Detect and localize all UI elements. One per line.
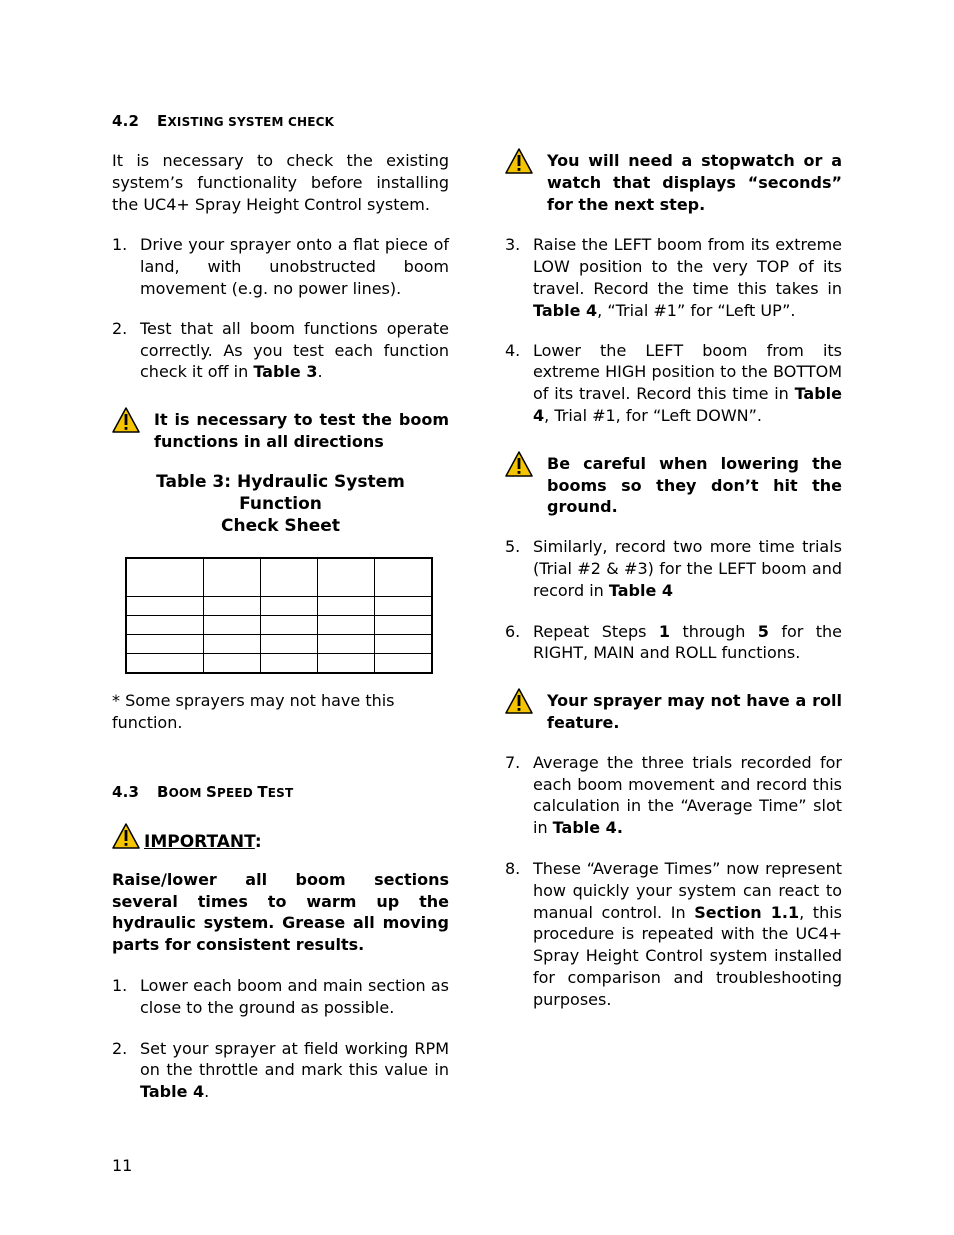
item-text: These “Average Times” now represent how quickly your system can react to manual control. In xyxy=(533,858,842,922)
table-cell xyxy=(204,558,261,597)
table-caption xyxy=(112,471,449,537)
item-text: , this procedure is repeated with the UC4+ Spray Height Control system installed for comparison and troubleshooting purposes. xyxy=(533,902,842,1009)
list-item xyxy=(112,1038,449,1103)
warning-triangle-icon xyxy=(112,407,140,433)
section-reference: Section 1.1 xyxy=(694,902,800,922)
section-title-part: OOM xyxy=(168,785,206,800)
table-cell xyxy=(126,596,204,615)
list-item xyxy=(112,975,449,1019)
table-cell xyxy=(375,653,433,673)
table-cell xyxy=(261,634,318,653)
warning-triangle-icon xyxy=(505,688,533,714)
item-text: Similarly, record two more time trials (Trial #2 & #3) for the LEFT boom and record in xyxy=(533,537,842,600)
right-column xyxy=(505,150,842,1011)
table-row xyxy=(126,615,432,634)
warning-triangle-icon xyxy=(505,148,533,174)
item-number: 5. xyxy=(505,537,521,557)
item-number: 8. xyxy=(505,858,521,878)
item-text: Average the three trials recorded for each boom movement and record this calculation in the “Average Time” slot in xyxy=(533,752,842,838)
item-number: 1. xyxy=(112,975,128,995)
warning-note xyxy=(505,690,842,734)
left-column xyxy=(112,108,449,1103)
section-title-rest: XISTING SYSTEM CHECK xyxy=(167,115,335,129)
item-text: , Trial #1, for “Left DOWN”. xyxy=(544,405,762,425)
caption-line: Check Sheet xyxy=(221,515,340,536)
item-text: Repeat Steps xyxy=(533,621,659,641)
important-colon: : xyxy=(254,831,262,852)
list-item xyxy=(112,234,449,299)
section-title-part: T xyxy=(257,782,268,801)
section-title-part: EST xyxy=(267,785,294,800)
item-number: 2. xyxy=(112,1038,128,1058)
table-row xyxy=(126,653,432,673)
section-number: 4.2 xyxy=(112,112,140,130)
table-cell xyxy=(204,596,261,615)
item-text: Lower each boom and main section as close to the ground as possible. xyxy=(140,975,449,1017)
list-item xyxy=(505,621,842,665)
item-text: Set your sprayer at field working RPM on the throttle and mark this value in xyxy=(140,1038,449,1080)
item-number: 7. xyxy=(505,752,521,772)
warmup-paragraph: Raise/lower all boom sections several times to warm up the hydraulic system. Grease all moving parts for consistent results. xyxy=(112,869,449,955)
list-item xyxy=(505,858,842,1011)
intro-paragraph: It is necessary to check the existing system’s functionality before installing the UC4+ Spray Height Control system. xyxy=(112,151,449,214)
list-item xyxy=(505,536,842,601)
table-cell xyxy=(375,615,433,634)
item-text: Lower the LEFT boom from its extreme HIGH position to the BOTTOM of its travel. Record this time in xyxy=(533,340,842,404)
item-number: 3. xyxy=(505,235,521,255)
table-reference: Table 4. xyxy=(552,818,623,838)
step-reference: 1 xyxy=(658,621,671,641)
list-item xyxy=(505,752,842,839)
item-text: . xyxy=(317,362,323,382)
step-reference: 5 xyxy=(757,621,769,641)
item-number: 4. xyxy=(505,340,521,360)
item-number: 2. xyxy=(112,318,128,338)
function-check-table xyxy=(125,557,433,674)
item-text: through xyxy=(670,621,758,641)
table-cell xyxy=(204,653,261,673)
warning-text: Your sprayer may not have a roll feature. xyxy=(547,691,842,732)
table-row xyxy=(126,558,432,597)
item-text: Drive your sprayer onto a flat piece of land, with unobstructed boom movement (e.g. no power lines). xyxy=(140,235,449,298)
table-cell xyxy=(126,653,204,673)
section-title-part: PEED xyxy=(216,785,258,800)
table-reference: Table 4 xyxy=(140,1082,205,1102)
item-number: 1. xyxy=(112,235,128,255)
item-text: . xyxy=(204,1082,210,1102)
footnote: * Some sprayers may not have this function. xyxy=(112,690,395,732)
table-cell xyxy=(261,653,318,673)
list-item xyxy=(505,340,842,427)
table-cell xyxy=(261,558,318,597)
item-text: , “Trial #1” for “Left UP”. xyxy=(597,300,796,320)
table-row xyxy=(126,596,432,615)
section-4-3-heading xyxy=(112,779,449,805)
table-cell xyxy=(318,596,375,615)
important-label: IMPORTANT xyxy=(144,831,255,852)
table-cell xyxy=(126,615,204,634)
item-text: Raise the LEFT boom from its extreme LOW position to the very TOP of its travel. Record the time this takes in xyxy=(533,235,842,298)
table-cell xyxy=(318,634,375,653)
table-cell xyxy=(318,558,375,597)
item-text: for the RIGHT, MAIN and ROLL functions. xyxy=(533,621,842,663)
table-reference: Table 4 xyxy=(533,384,842,425)
warning-text: Be careful when lowering the booms so they don’t hit the ground. xyxy=(547,453,842,517)
table-reference: Table 4 xyxy=(533,300,598,320)
item-number: 6. xyxy=(505,621,521,641)
section-number: 4.3 xyxy=(112,782,140,801)
section-title-initial: E xyxy=(157,112,168,130)
section-title-part: B xyxy=(157,782,169,801)
section-title-part: S xyxy=(205,782,217,801)
table-cell xyxy=(318,653,375,673)
warning-text: You will need a stopwatch or a watch that displays “seconds” for the next step. xyxy=(547,151,842,214)
page-number: 11 xyxy=(112,1156,133,1175)
table-cell xyxy=(126,558,204,597)
table-cell xyxy=(126,634,204,653)
table-cell xyxy=(261,615,318,634)
warning-triangle-icon xyxy=(112,823,140,849)
warning-note xyxy=(505,150,842,215)
list-item xyxy=(505,234,842,321)
warning-text: It is necessary to test the boom functions in all directions xyxy=(154,410,449,451)
important-heading xyxy=(112,829,449,855)
table-cell xyxy=(375,596,433,615)
table-cell xyxy=(375,558,433,597)
table-cell xyxy=(204,615,261,634)
warning-triangle-icon xyxy=(505,451,533,477)
table-reference: Table 4 xyxy=(608,580,674,600)
table-row xyxy=(126,634,432,653)
table-cell xyxy=(261,596,318,615)
warning-note xyxy=(505,453,842,518)
item-text: Test that all boom functions operate correctly. As you test each function check it off in xyxy=(140,318,449,382)
table-reference: Table 3 xyxy=(253,362,318,382)
list-item xyxy=(112,318,449,383)
warning-note xyxy=(112,409,449,453)
caption-line: Table 3: Hydraulic System Function xyxy=(156,471,405,514)
table-cell xyxy=(204,634,261,653)
table-cell xyxy=(375,634,433,653)
section-4-2-heading xyxy=(112,108,449,134)
table-cell xyxy=(318,615,375,634)
